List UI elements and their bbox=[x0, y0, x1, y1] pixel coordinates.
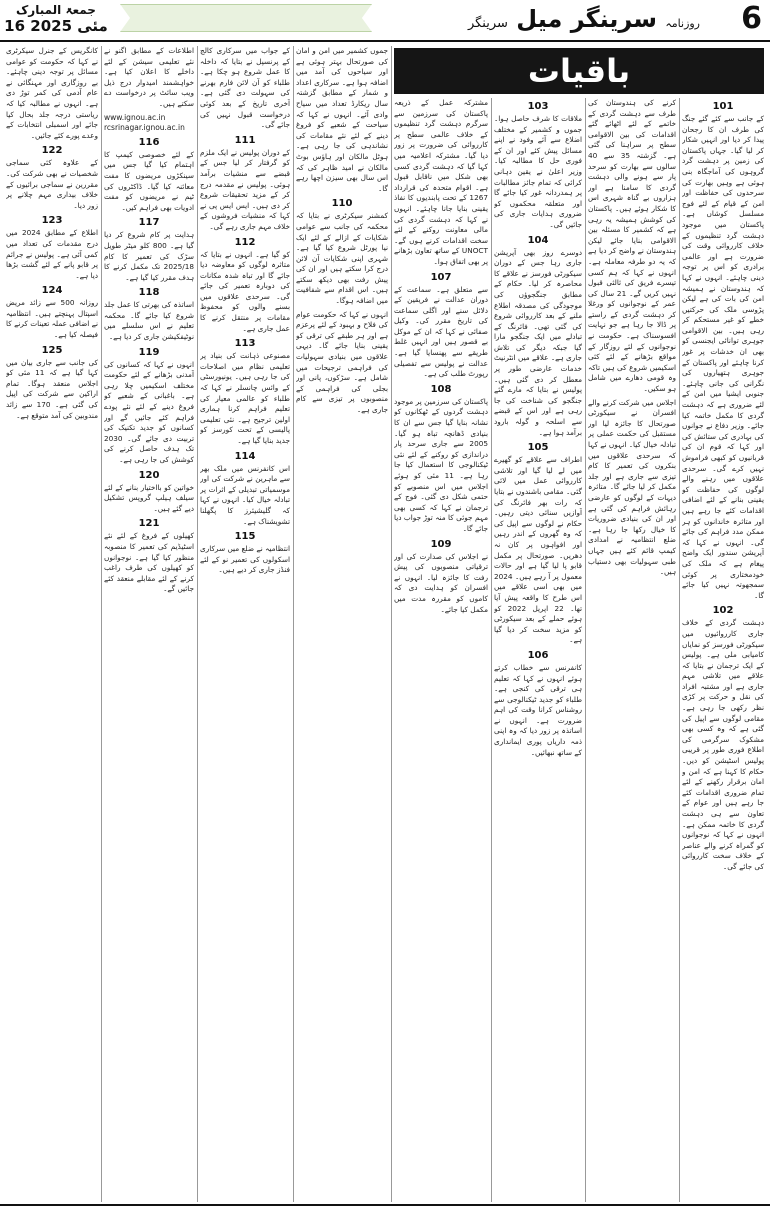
article-number: 110 bbox=[331, 198, 353, 210]
paper-prefix: روزنامہ bbox=[665, 17, 700, 30]
section-banner bbox=[394, 48, 764, 94]
column-divider bbox=[391, 46, 392, 1202]
article-text: کے لئے خصوصی کیمپ کا اہتمام کیا گیا جس میں سینکڑوں مریضوں کا مفت معائنہ کیا گیا۔ ڈاکٹروں کی ٹیم نے مریضوں کو مفت ادویات بھی فراہم کیں۔ bbox=[104, 149, 194, 212]
article-number: 112 bbox=[234, 236, 256, 248]
article-text: انہوں نے کہا کہ حکومت عوام کی فلاح و بہبود کے لئے پرعزم ہے اور ہر طبقے کی ترقی کو یقینی بنایا جائے گا۔ دیہی علاقوں میں بنیادی سہولیات کی فراہمی ترجیحات میں شامل ہے۔ سڑکوں، پانی اور بجلی کی فراہمی کے منصوبوں پر تیزی سے کام جاری ہے۔ bbox=[296, 309, 388, 414]
article-number: 122 bbox=[41, 145, 63, 157]
article-text: کے دوران پولیس نے ایک ملزم کو گرفتار کر لیا جس کے قبضے سے منشیات برآمد ہوئی۔ پولیس نے مقدمہ درج کر کے مزید تحقیقات شروع کر دی ہیں۔ ایس ایس پی نے کہا کہ منشیات فروشوں کے خلاف مہم جاری رہے گی۔ bbox=[200, 147, 290, 231]
column-2 bbox=[588, 98, 676, 1202]
column-5 bbox=[296, 46, 388, 1202]
article-text: کو گیا ہے۔ انہوں نے بتایا کہ متاثرہ لوگوں کو معاوضہ دیا جائے گا اور تباہ شدہ مکانات کی دوبارہ تعمیر کی جائے گی۔ سرحدی علاقوں میں بسنے والوں کو محفوظ مقامات پر منتقل کرنے کا عمل جاری ہے۔ bbox=[200, 249, 290, 333]
article-number: 109 bbox=[430, 538, 452, 550]
article-text: انہوں نے کہا کہ کسانوں کی آمدنی بڑھانے کے لئے حکومت مختلف اسکیمیں چلا رہی ہے۔ باغبانی کے شعبے کو فروغ دینے کے لئے نئے پودے فراہم کئے جائیں گے اور کسانوں کو جدید تکنیک کی تربیت دی جائے گی۔ 2030 تک ہدف حاصل کرنے کی کوشش کی جا رہی ہے۔ bbox=[104, 359, 194, 464]
article-text: کمشنر سیکرٹری نے بتایا کہ محکمہ کی جانب سے عوامی شکایات کے ازالے کے لئے ایک نیا پورٹل شروع کیا گیا ہے۔ شہری اپنی شکایات آن لائن درج کرا سکتے ہیں اور ان کی پیش رفت بھی دیکھ سکتے ہیں۔ اس اقدام سے شفافیت میں اضافہ ہوگا۔ bbox=[296, 211, 388, 306]
article-text: کی جانب سے جاری بیان میں کہا گیا ہے کہ 11 مئی کو اجلاس منعقد ہوگا۔ تمام اراکین سے شرکت کی اپیل کی گئی ہے۔ 170 سے زائد مندوبین کی آمد متوقع ہے۔ bbox=[6, 357, 98, 420]
article-number: 125 bbox=[41, 344, 63, 356]
article-number: 106 bbox=[527, 649, 549, 661]
article-text: اساتذہ کی بھرتی کا عمل جلد شروع کیا جائے گا۔ محکمہ تعلیم نے اس سلسلے میں نوٹیفکیشن جاری کر دیا ہے۔ bbox=[104, 300, 194, 342]
article-number: 108 bbox=[430, 383, 452, 395]
date-block bbox=[4, 3, 108, 35]
column-divider bbox=[197, 46, 198, 1202]
article-number: 105 bbox=[527, 442, 549, 454]
weekday: جمعۃ المبارک bbox=[16, 3, 96, 17]
article-text: اطلاع کے مطابق 2024 میں درج مقدمات کی تعداد میں کمی آئی ہے۔ پولیس نے جرائم پر قابو پانے کے لئے گشت بڑھا دیا ہے۔ bbox=[6, 228, 98, 280]
article-text: ملاقات کا شرف حاصل ہوا۔ جموں و کشمیر کے مختلف اضلاع سے آئے وفود نے اپنے مسائل پیش کئے اور ان کے فوری حل کا مطالبہ کیا۔ وزیر اعلیٰ نے یقین دہانی کرائی کہ تمام جائز مطالبات پر ہمدردانہ غور کیا جائے گا اور متعلقہ محکموں کو ضروری ہدایات جاری کی جائیں گی۔ bbox=[494, 114, 582, 229]
decorative-ribbon bbox=[120, 4, 372, 32]
article-number: 113 bbox=[234, 338, 256, 350]
article-text: کے علاوہ کئی سماجی شخصیات نے بھی شرکت کی۔ مقررین نے سماجی برائیوں کے خلاف بیداری مہم چلانے پر زور دیا۔ bbox=[6, 158, 98, 210]
page-bottom-rule bbox=[0, 1204, 770, 1206]
article-number: 124 bbox=[41, 285, 63, 297]
article-text: روزانہ 500 سے زائد مریض اسپتال پہنچتے ہیں۔ انتظامیہ نے اضافی عملہ تعینات کرنے کا فیصلہ کیا ہے۔ bbox=[6, 298, 98, 340]
article-text: پاکستان کی سرزمین پر موجود دہشت گردوں کے ٹھکانوں کو نشانہ بنایا گیا جس سے ان کا بنیادی ڈھانچہ تباہ ہو گیا۔ 2005 سے جاری سرحد پار دراندازی کو روکنے کے لئے نئی ٹیکنالوجی کا استعمال کیا جا رہا ہے۔ 11 مئی کو ہوئے اجلاس میں اس منصوبے کو حتمی شکل دی گئی۔ فوج کے ترجمان نے کہا کہ کسی بھی مہم جوئی کا منہ توڑ جواب دیا جائے گا۔ bbox=[394, 396, 488, 533]
article-text: کرنے کی ہندوستان کی طرف سے دہشت گردی کے خاتمے کے لئے اٹھائے گئے اقدامات کی بین الاقوامی سطح پر سراہنا کی گئی ہے۔ گزشتہ 35 سے 40 سالوں سے بھارت کو سرحد پار سے ہونے والی دہشت گردی کا سامنا ہے اور ہزاروں بے گناہ شہری اس کا شکار ہوئے ہیں۔ پاکستان کی کوشش ہمیشہ یہ رہی ہے کہ کشمیر کا مسئلہ بین الاقوامی بنایا جائے لیکن ہندوستان نے واضح کر دیا ہے کہ یہ دو طرفہ معاملہ ہے۔ انہوں نے کہا کہ ہم کسی تیسرے فریق کی ثالثی قبول نہیں کریں گے۔ 21 سال کی عمر کے نوجوانوں کو ورغلا کر دہشت گردی کے راستے پر ڈالا جا رہا ہے جو نہایت افسوسناک ہے۔ حکومت نے نوجوانوں کے لئے روزگار کے مواقع بڑھانے کے لئے کئی اسکیمیں شروع کی ہیں تاکہ وہ قومی دھارے میں شامل ہو سکیں۔ bbox=[588, 98, 676, 394]
article-text: کے جواب میں سرکاری کالج کے پرنسپل نے بتایا کہ داخلہ کا عمل شروع ہو چکا ہے۔ طلباء کو آن لائن فارم بھرنے کی سہولت دی گئی ہے۔ آخری تاریخ کے بعد کوئی درخواست قبول نہیں کی جائے گی۔ bbox=[200, 46, 290, 130]
article-text: کے جانب سے کئے گئے جنگ کی طرف ان کا رجحان پیدا کر دیا اور انہیں شکار کر لیا گیا۔ جہاں پاکستان کی زمین پر دہشت گرد گروہوں کی آماجگاہ بنی ہوئی ہے وہیں بھارت کی سرحدوں کی حفاظت اور امن کے قیام کے لئے فوج مسلسل کوشاں ہے۔ پاکستان میں موجود دہشت گرد تنظیموں کے خلاف کارروائی وقت کی ضرورت ہے اور عالمی برادری کو اس پر توجہ دینی چاہئے۔ انہوں نے کہا کہ ہندوستان نے ہمیشہ امن کی بات کی ہے لیکن پڑوسی ملک کی حرکتیں خطے کو غیر مستحکم کر رہی ہیں۔ بین الاقوامی جوہری توانائی ایجنسی کو بھی ان خدشات پر غور کرنا چاہئے اور پاکستان کے جوہری ہتھیاروں کی نگرانی کی جانی چاہئے۔ جنوبی ایشیا میں امن کے لئے ضروری ہے کہ دہشت گردی کا مکمل خاتمہ کیا جائے۔ وزیر دفاع نے جوانوں کی بہادری کی ستائش کی اور کہا کہ قوم ان کی قربانیوں کو کبھی فراموش نہیں کرے گی۔ سرحدی علاقوں میں رہنے والے لوگوں کی حفاظت کو یقینی بنانے کے لئے اضافی اقدامات کئے جا رہے ہیں اور متاثرہ خاندانوں کو ہر ممکن مدد فراہم کی جائے گی۔ انہوں نے کہا کہ آپریشن سندور ایک واضح پیغام ہے کہ ملک کی خودمختاری پر کوئی سمجھوتہ نہیں کیا جائے گا۔ bbox=[682, 114, 764, 600]
article-text: کانفرنس سے خطاب کرتے ہوئے انہوں نے کہا کہ تعلیم ہی ترقی کی کنجی ہے۔ طلباء کو جدید ٹیکنالوجی سے روشناس کرانا وقت کی اہم ضرورت ہے۔ انہوں نے اساتذہ پر زور دیا کہ وہ اپنی ذمہ داریاں پوری ایمانداری کے ساتھ نبھائیں۔ bbox=[494, 662, 582, 757]
column-4 bbox=[394, 98, 488, 1202]
article-number: 111 bbox=[234, 134, 256, 146]
article-text: اطلاعات کے مطابق اگنو نے نئے تعلیمی سیشن کے لئے داخلے کا اعلان کیا ہے۔ خواہشمند امیدوار درج ذیل ویب سائٹ پر درخواست دے سکتے ہیں۔ bbox=[104, 46, 194, 108]
article-number: 120 bbox=[138, 469, 160, 481]
column-divider bbox=[585, 98, 586, 1202]
article-number: 119 bbox=[138, 346, 160, 358]
website-link: www.ignou.ac.in bbox=[104, 112, 166, 122]
article-number: 115 bbox=[234, 531, 256, 543]
article-text: کانگریس کے جنرل سیکرٹری نے کہا کہ حکومت کو عوامی مسائل پر توجہ دینی چاہئے۔ بے روزگاری اور مہنگائی نے عام آدمی کی کمر توڑ دی ہے۔ انہوں نے مطالبہ کیا کہ ریاستی درجہ جلد بحال کیا جائے اور اسمبلی انتخابات کے وعدے پورے کئے جائیں۔ bbox=[6, 46, 98, 140]
article-text: کھیلوں کے فروغ کے لئے نئے اسٹیڈیم کی تعمیر کا منصوبہ منظور کیا گیا ہے۔ نوجوانوں کو کھیلوں کی طرف راغب کرنے کے لئے مقابلے منعقد کئے جائیں گے۔ bbox=[104, 531, 194, 594]
website-link: rcsrinagar.ignou.ac.in bbox=[104, 123, 185, 133]
column-7 bbox=[104, 46, 194, 1202]
article-number: 102 bbox=[712, 605, 734, 617]
article-text: دہشت گردی کے خلاف جاری کارروائیوں میں سیکورٹی فورسز کو نمایاں کامیابی ملی ہے۔ پولیس کے ایک ترجمان نے بتایا کہ علاقے میں تلاشی مہم جاری ہے اور مشتبہ افراد کی نقل و حرکت پر کڑی نظر رکھی جا رہی ہے۔ مقامی لوگوں سے اپیل کی گئی ہے کہ وہ کسی بھی مشکوک سرگرمی کی اطلاع فوری طور پر قریبی پولیس اسٹیشن کو دیں۔ حکام کا کہنا ہے کہ امن و امان برقرار رکھنے کے لئے تمام ضروری اقدامات کئے جا رہے ہیں اور عوام کے تعاون سے ہی دہشت گردی کا خاتمہ ممکن ہے۔ انہوں نے کہا کہ نوجوانوں کو گمراہ کرنے والے عناصر کے خلاف سخت کارروائی کی جائے گی۔ bbox=[682, 618, 764, 871]
article-number: 116 bbox=[138, 136, 160, 148]
column-1 bbox=[682, 98, 764, 1202]
article-number: 107 bbox=[430, 271, 452, 283]
column-8 bbox=[6, 46, 98, 1202]
article-text: جموں کشمیر میں امن و امان کی صورتحال بہتر ہوئی ہے اور سیاحوں کی آمد میں اضافہ ہوا ہے۔ سرکاری اعداد و شمار کے مطابق گزشتہ سال ریکارڈ تعداد میں سیاح وادی آئے۔ انہوں نے کہا کہ سیاحت کے شعبے کو فروغ دینے کے لئے نئے مقامات کی نشاندہی کی جا رہی ہے۔ ہوٹل مالکان اور ہاؤس بوٹ مالکان نے امید ظاہر کی کہ اس سال بھی سیزن اچھا رہے گا۔ bbox=[296, 46, 388, 193]
article-text: اطراف سے علاقے کو گھیرے میں لے لیا گیا اور تلاشی کارروائی عمل میں لائی گئی۔ مقامی باشندوں نے بتایا کہ رات بھر فائرنگ کی آوازیں سنائی دیتی رہیں۔ حکام نے لوگوں سے اپیل کی کہ وہ گھروں کے اندر رہیں اور افواہوں پر کان نہ دھریں۔ صورتحال پر مکمل قابو پا لیا گیا ہے اور حالات معمول پر آ رہے ہیں۔ 2024 میں بھی اسی علاقے میں اس طرح کا واقعہ پیش آیا تھا۔ 22 اپریل 2022 کو ہوئے حملے کے بعد سیکورٹی کو مزید سخت کر دیا گیا ہے۔ bbox=[494, 455, 582, 645]
article-text: ہدایت پر کام شروع کر دیا گیا ہے۔ 800 کلو میٹر طویل سڑک کی تعمیر کا کام 2025/18 تک مکمل کرنے کا ہدف مقرر کیا گیا ہے۔ bbox=[104, 230, 194, 282]
article-number: 123 bbox=[41, 215, 63, 227]
section-title: باقیات bbox=[527, 52, 631, 90]
page-number: 6 bbox=[741, 1, 762, 36]
newspaper-name bbox=[468, 4, 700, 39]
column-divider bbox=[679, 98, 680, 1202]
column-6 bbox=[200, 46, 290, 1202]
article-text: مشترکہ عمل کے ذریعہ پاکستان کی سرزمین سے سرگرم دہشت گرد تنظیموں کے خلاف عالمی سطح پر کارروائی کی ضرورت پر زور دیا گیا۔ مشترکہ اعلامیہ میں کہا گیا کہ دہشت گردی کسی بھی شکل میں ناقابل قبول ہے۔ اقوام متحدہ کی قرارداد 1267 کے تحت پابندیوں کا نفاذ یقینی بنایا جانا چاہئے۔ انہوں نے کہا کہ دہشت گردی کی مالی معاونت روکنے کے لئے سخت اقدامات کرنے ہوں گے۔ UNOCT کے ساتھ تعاون بڑھانے پر بھی اتفاق ہوا۔ bbox=[394, 98, 488, 266]
column-3 bbox=[494, 98, 582, 1202]
article-number: 104 bbox=[527, 234, 549, 246]
article-number: 103 bbox=[527, 101, 549, 112]
masthead bbox=[0, 0, 770, 42]
article-text: اجلاس میں شرکت کرنے والے افسران نے سیکورٹی صورتحال کا جائزہ لیا اور مستقبل کی حکمت عملی پر تبادلہ خیال کیا۔ انہوں نے کہا کہ سرحدی علاقوں میں بنکروں کی تعمیر کا کام تیزی سے جاری ہے اور جلد مکمل کر لیا جائے گا۔ متاثرہ دیہات کے لوگوں کو عارضی رہائش فراہم کی گئی ہے اور ان کی بنیادی ضروریات کا خیال رکھا جا رہا ہے۔ ضلع انتظامیہ نے امدادی کیمپ قائم کئے ہیں جہاں طبی سہولیات بھی دستیاب ہیں۔ bbox=[588, 397, 676, 577]
paper-city: سرینگر bbox=[467, 16, 508, 31]
article-text: اس کانفرنس میں ملک بھر سے ماہرین نے شرکت کی اور موسمیاتی تبدیلی کے اثرات پر تبادلہ خیال کیا۔ انہوں نے کہا کہ گلیشیئرز کا پگھلنا تشویشناک ہے۔ bbox=[200, 463, 290, 526]
article-text: سے متعلق ہے۔ سماعت کے دوران عدالت نے فریقین کے دلائل سنے اور اگلی سماعت کی تاریخ مقرر کی۔ وکیل صفائی نے کہا کہ ان کے موکل بے قصور ہیں اور انہیں غلط طریقے سے پھنسایا گیا ہے۔ عدالت نے پولیس سے تفصیلی رپورٹ طلب کی ہے۔ bbox=[394, 284, 488, 379]
article-number: 101 bbox=[712, 101, 734, 112]
paper-title: سرینگر میل bbox=[516, 5, 657, 33]
article-number: 114 bbox=[234, 450, 256, 462]
article-text: انتظامیہ نے ضلع میں سرکاری اسکولوں کی تعمیر نو کے لئے فنڈز جاری کر دیے ہیں۔ bbox=[200, 544, 290, 575]
article-number: 121 bbox=[138, 518, 160, 530]
column-divider bbox=[101, 46, 102, 1202]
issue-date: 16 مئی 2025 bbox=[4, 17, 108, 35]
article-text: خواتین کو بااختیار بنانے کے لئے سیلف ہیلپ گروپس تشکیل دیے گئے ہیں۔ bbox=[104, 482, 194, 513]
column-divider bbox=[491, 98, 492, 1202]
article-text: مصنوعی ذہانت کی بنیاد پر تعلیمی نظام میں اصلاحات کی جا رہی ہیں۔ یونیورسٹی کے وائس چانسلر نے کہا کہ طلباء کو عالمی معیار کی تعلیم فراہم کرنا ہماری اولین ترجیح ہے۔ نئی تعلیمی پالیسی کے تحت کورسز کو جدید بنایا گیا ہے۔ bbox=[200, 351, 290, 445]
article-number: 118 bbox=[138, 287, 160, 299]
article-text: نے اجلاس کی صدارت کی اور ترقیاتی منصوبوں کی پیش رفت کا جائزہ لیا۔ انہوں نے افسران کو ہدایت دی کہ کاموں کو مقررہ مدت میں مکمل کیا جائے۔ bbox=[394, 551, 488, 614]
article-number: 117 bbox=[138, 217, 160, 229]
column-divider bbox=[293, 46, 294, 1202]
article-text: دوسرے روز بھی آپریشن جاری رہا جس کے دوران سیکورٹی فورسز نے علاقے کا محاصرہ کر لیا۔ حکام کے مطابق جنگجوؤں کی موجودگی کی مصدقہ اطلاع ملنے کے بعد کارروائی شروع کی گئی تھی۔ فائرنگ کے تبادلے میں ایک جنگجو مارا گیا جبکہ دیگر کی تلاش جاری ہے۔ علاقے میں انٹرنیٹ خدمات عارضی طور پر معطل کر دی گئی ہیں۔ پولیس نے بتایا کہ مارے گئے جنگجو کی شناخت کی جا رہی ہے اور اس کے قبضے سے اسلحہ و گولہ بارود برآمد ہوا ہے۔ bbox=[494, 247, 582, 437]
